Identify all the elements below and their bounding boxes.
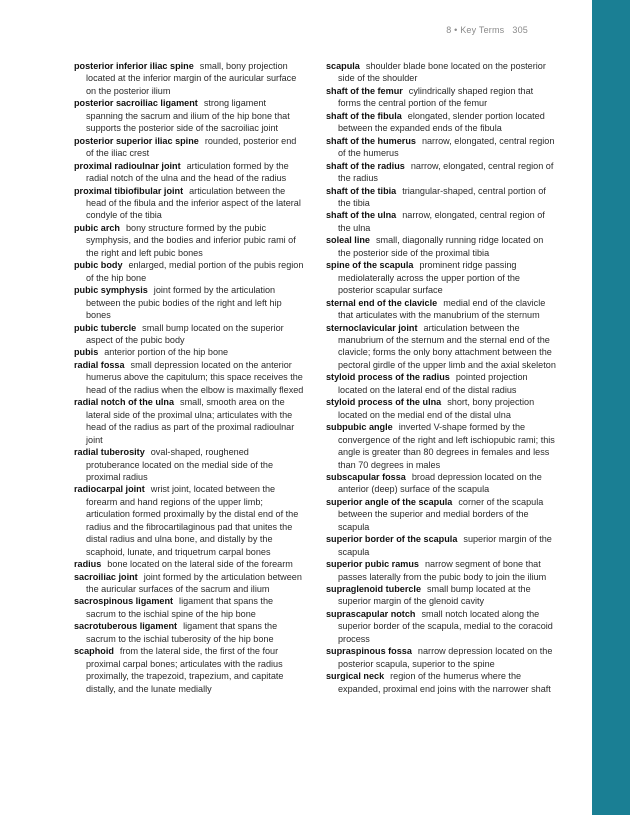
glossary-term: radial tuberosity xyxy=(74,447,145,458)
glossary-entry xyxy=(74,60,304,97)
glossary-term: shaft of the ulna xyxy=(326,210,397,221)
glossary-definition: ligament that spans the sacrum to the ischial spine of the hip bone xyxy=(86,596,274,619)
glossary-term: surgical neck xyxy=(326,671,385,682)
glossary-definition: medial end of the clavicle that articulates with the manubrium of the sternum xyxy=(338,297,546,321)
glossary-entry xyxy=(326,85,556,110)
glossary-term: pubic symphysis xyxy=(74,285,148,296)
glossary-term: shaft of the humerus xyxy=(326,135,416,146)
glossary-term: pubis xyxy=(74,347,99,358)
glossary-definition: articulation between the head of the fibula and the inferior aspect of the lateral condyle of the tibia xyxy=(86,185,301,221)
glossary-term: spine of the scapula xyxy=(326,260,414,271)
glossary-entry xyxy=(74,359,304,396)
glossary-definition: small, smooth area on the lateral side of the proximal ulna; articulates with the head of the radius as part of the proximal radioulnar joint xyxy=(86,397,295,445)
glossary-term: sacrotuberous ligament xyxy=(74,621,178,632)
glossary-term: pubic arch xyxy=(74,222,120,233)
glossary-term: shaft of the radius xyxy=(326,160,405,171)
running-head-title: 8 • Key Terms xyxy=(446,25,505,35)
glossary-entry xyxy=(74,558,304,570)
glossary-entry xyxy=(326,583,556,608)
glossary-term: styloid process of the ulna xyxy=(326,397,442,408)
running-head xyxy=(446,25,528,35)
glossary-definition: small, diagonally running ridge located on the posterior side of the proximal tibia xyxy=(338,235,544,258)
glossary-definition: bony structure formed by the pubic symphysis, and the bodies and inferior pubic rami of the right and left pubic bones xyxy=(86,222,296,258)
glossary-term: radial notch of the ulna xyxy=(74,397,175,408)
glossary-entry xyxy=(326,259,556,296)
glossary-definition: rounded, posterior end of the iliac crest xyxy=(86,135,297,159)
glossary-term: posterior sacroiliac ligament xyxy=(74,98,198,109)
glossary-term: scaphoid xyxy=(74,646,114,657)
glossary-definition: strong ligament spanning the sacrum and ilium of the hip bone that supports the posterior side of the sacroiliac joint xyxy=(86,98,290,134)
glossary-term: superior pubic ramus xyxy=(326,559,419,570)
glossary-definition: small bump located on the superior aspect of the pubic body xyxy=(86,322,284,345)
glossary-term: soleal line xyxy=(326,235,370,246)
glossary-definition: elongated, slender portion located between the expanded ends of the fibula xyxy=(338,110,545,134)
glossary-term: sternoclavicular joint xyxy=(326,322,418,333)
glossary-entry xyxy=(74,284,304,321)
glossary-definition: prominent ridge passing mediolaterally across the upper portion of the posterior scapular surface xyxy=(338,260,520,296)
glossary-entry xyxy=(326,645,556,670)
glossary-entry xyxy=(326,135,556,160)
glossary-entry xyxy=(74,160,304,185)
glossary-definition: small depression located on the anterior humerus above the capitulum; this space receives the head of the radius when the elbow is maximally flexed xyxy=(86,359,304,395)
glossary-entry xyxy=(326,322,556,372)
glossary-entry xyxy=(326,533,556,558)
glossary-term: shaft of the tibia xyxy=(326,185,397,196)
glossary-term: radial fossa xyxy=(74,359,125,370)
glossary-definition: pointed projection located on the lateral end of the distal radius xyxy=(338,372,528,395)
glossary-term: shaft of the femur xyxy=(326,85,403,96)
glossary-definition: corner of the scapula between the superior and medial borders of the scapula xyxy=(338,496,544,532)
right-glossary-column xyxy=(326,60,556,695)
glossary-definition: short, bony projection located on the medial end of the distal ulna xyxy=(338,397,535,420)
glossary-entry xyxy=(74,396,304,446)
glossary-term: sternal end of the clavicle xyxy=(326,297,438,308)
left-glossary-column xyxy=(74,60,304,695)
glossary-entry xyxy=(326,297,556,322)
glossary-entry xyxy=(74,97,304,134)
glossary-term: proximal tibiofibular joint xyxy=(74,185,184,196)
glossary-definition: ligament that spans the sacrum to the ischial tuberosity of the hip bone xyxy=(86,621,278,644)
glossary-definition: from the lateral side, the first of the four proximal carpal bones; articulates with the radius proximally, the trapezoid, trapezium, and capitate distally, and the lunate medially xyxy=(86,646,284,694)
glossary-definition: articulation between the manubrium of the sternum and the sternal end of the clavicle; forms the only bony attachment between the pectoral girdle of the upper limb and the axial skeleton xyxy=(338,322,556,370)
glossary-entry xyxy=(326,110,556,135)
glossary-term: superior angle of the scapula xyxy=(326,496,453,507)
glossary-entry xyxy=(74,645,304,695)
glossary-definition: region of the humerus where the expanded, proximal end joins with the narrower shaft xyxy=(338,671,551,694)
glossary-term: styloid process of the radius xyxy=(326,372,450,383)
glossary-entry xyxy=(326,371,556,396)
glossary-definition: narrow, elongated, central region of the radius xyxy=(338,160,554,184)
glossary-definition: enlarged, medial portion of the pubis region of the hip bone xyxy=(86,260,304,283)
glossary-term: supraspinous fossa xyxy=(326,646,412,657)
glossary-term: superior border of the scapula xyxy=(326,534,458,545)
glossary-definition: small notch located along the superior border of the scapula, medial to the coracoid process xyxy=(338,608,553,644)
glossary-entry xyxy=(326,209,556,234)
glossary-definition: inverted V-shape formed by the convergence of the right and left ischiopubic rami; this angle is greater than 80 degrees in females and less than 70 degrees in males xyxy=(338,422,555,470)
glossary-term: suprascapular notch xyxy=(326,608,416,619)
glossary-definition: triangular-shaped, central portion of the tibia xyxy=(338,185,546,208)
glossary-definition: shoulder blade bone located on the posterior side of the shoulder xyxy=(338,61,546,84)
glossary-definition: joint formed by the articulation between the auricular surfaces of the sacrum and ilium xyxy=(86,571,302,595)
glossary-definition: oval-shaped, roughened protuberance located on the medial side of the proximal radius xyxy=(86,447,274,482)
glossary-entry xyxy=(74,571,304,596)
glossary-entry xyxy=(74,135,304,160)
glossary-definition: bone located on the lateral side of the forearm xyxy=(107,559,293,570)
glossary-entry xyxy=(326,558,556,583)
glossary-definition: narrow, elongated, central region of the ulna xyxy=(338,210,545,233)
glossary-definition: narrow segment of bone that passes laterally from the pubic body to join the ilium xyxy=(338,559,547,582)
glossary-entry xyxy=(326,234,556,259)
glossary-entry xyxy=(326,60,556,85)
glossary-entry xyxy=(326,160,556,185)
glossary-entry xyxy=(74,595,304,620)
page-number: 305 xyxy=(512,25,528,35)
glossary-entry xyxy=(74,222,304,259)
glossary-entry xyxy=(326,185,556,210)
glossary-entry xyxy=(326,496,556,533)
glossary-definition: narrow depression located on the posterior scapula, superior to the spine xyxy=(338,646,553,669)
chapter-color-bar xyxy=(592,0,630,815)
glossary-entry xyxy=(74,483,304,558)
glossary-definition: anterior portion of the hip bone xyxy=(104,347,229,358)
glossary-term: sacroiliac joint xyxy=(74,571,138,582)
glossary-term: sacrospinous ligament xyxy=(74,596,174,607)
glossary-definition: small bump located at the superior margin of the glenoid cavity xyxy=(338,584,531,607)
glossary-entry xyxy=(74,185,304,222)
glossary-entry xyxy=(326,670,556,695)
glossary-term: scapula xyxy=(326,61,360,71)
glossary-entry xyxy=(74,259,304,284)
glossary-term: radiocarpal joint xyxy=(74,484,145,495)
glossary-definition: articulation formed by the radial notch of the ulna and the head of the radius xyxy=(86,160,289,184)
glossary-entry xyxy=(326,471,556,496)
glossary-entry xyxy=(326,608,556,645)
glossary-definition: wrist joint, located between the forearm and hand regions of the upper limb; articulation formed proximally by the distal end of the radius and the fibrocartilaginous pad that unites the distal radius and ulna bone, and distally by the scaphoid, lunate, and triquetrum carpal bones xyxy=(86,484,299,557)
glossary-definition: cylindrically shaped region that forms the central portion of the femur xyxy=(338,85,534,109)
glossary-definition: narrow, elongated, central region of the humerus xyxy=(338,135,555,159)
glossary-definition: broad depression located on the anterior (deep) surface of the scapula xyxy=(338,471,542,495)
glossary-term: pubic tubercle xyxy=(74,322,137,333)
glossary-definition: joint formed by the articulation between the pubic bodies of the right and left hip bones xyxy=(86,285,282,321)
glossary-entry xyxy=(74,322,304,347)
glossary-definition: superior margin of the scapula xyxy=(338,534,552,557)
glossary-term: subscapular fossa xyxy=(326,471,406,482)
glossary-entry xyxy=(74,446,304,483)
glossary-term: pubic body xyxy=(74,260,123,271)
glossary-term: shaft of the fibula xyxy=(326,110,402,121)
glossary-term: posterior inferior iliac spine xyxy=(74,61,194,71)
glossary-entry xyxy=(74,620,304,645)
glossary-entry xyxy=(74,346,304,358)
glossary-term: proximal radioulnar joint xyxy=(74,160,181,171)
glossary-term: subpubic angle xyxy=(326,422,393,433)
glossary-term: supraglenoid tubercle xyxy=(326,584,421,595)
glossary-entry xyxy=(326,396,556,421)
glossary-entry xyxy=(326,421,556,471)
glossary-term: posterior superior iliac spine xyxy=(74,135,199,146)
glossary-term: radius xyxy=(74,559,102,570)
glossary-definition: small, bony projection located at the inferior margin of the auricular surface on the posterior ilium xyxy=(86,61,297,96)
